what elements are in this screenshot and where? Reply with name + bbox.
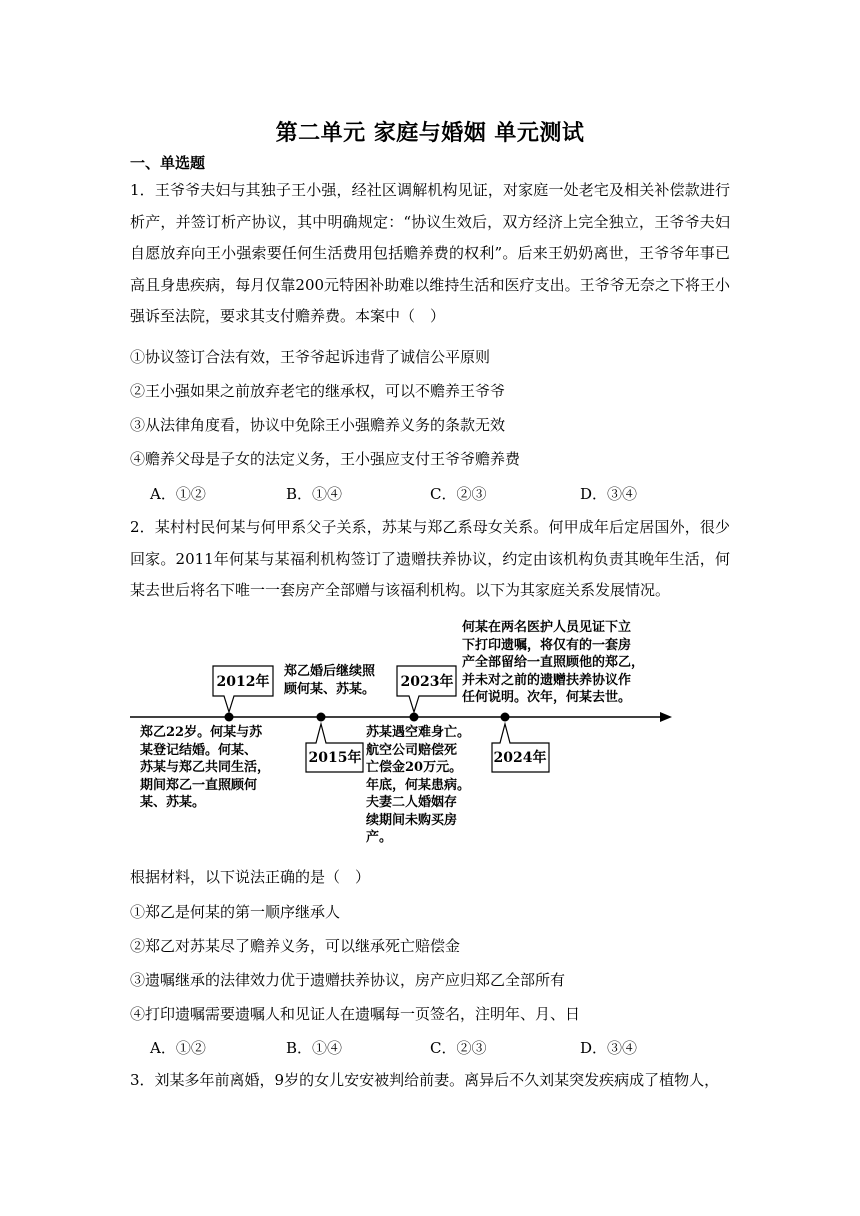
timeline-figure xyxy=(130,618,690,868)
option-d[interactable]: D．③④ xyxy=(580,1039,638,1057)
event-text-2015: 郑乙婚后继续照 顾何某、苏某。 xyxy=(284,664,376,697)
year-2024: 2024年 xyxy=(493,750,547,766)
event-text-2012: 郑乙22岁。何某与苏 某登记结婚。何某、 苏某与郑乙共同生活， 期间郑乙一直照顾何 某、苏某。 xyxy=(140,725,271,810)
option-c[interactable]: C．②③ xyxy=(430,1039,487,1057)
year-2023: 2023年 xyxy=(400,674,454,690)
timeline-arrow xyxy=(660,712,672,722)
dot-2015 xyxy=(317,713,326,722)
question-1-stem: 1．王爷爷夫妇与其独子王小强，经社区调解机构见证，对家庭一处老宅及相关补偿款进行析产，并签订析产协议，其中明确规定：“协议生效后，双方经济上完全独立，王爷爷夫妇自愿放弃向王小强索要任何生活费用包括赡养费的权利”。后来王奶奶离世，王爷爷年事已高且身患疾病，每月仅靠200元特困补助难以维持生活和医疗支出。王爷爷无奈之下将王小强诉至法院，要求其支付赡养费。本案中（ ） xyxy=(130,181,730,325)
option-b[interactable]: B．①④ xyxy=(286,485,343,503)
option-b[interactable]: B．①④ xyxy=(286,1039,343,1057)
option-a[interactable]: A．①② xyxy=(150,485,206,503)
question-3-stem: 3．刘某多年前离婚，9岁的女儿安安被判给前妻。离异后不久刘某突发疾病成了植物人， xyxy=(130,1071,720,1089)
question-1-item-1: ①协议签订合法有效，王爷爷起诉违背了诚信公平原则 xyxy=(130,348,491,366)
question-1-item-3: ③从法律角度看，协议中免除王小强赡养义务的条款无效 xyxy=(130,416,506,434)
question-2-item-2: ②郑乙对苏某尽了赡养义务，可以继承死亡赔偿金 xyxy=(130,937,461,955)
question-2-prompt: 根据材料，以下说法正确的是（ ） xyxy=(130,868,371,886)
question-2-options xyxy=(150,1037,750,1059)
question-1-item-2: ②王小强如果之前放弃老宅的继承权，可以不赡养王爷爷 xyxy=(130,382,506,400)
question-2-item-4: ④打印遗嘱需要遗嘱人和见证人在遗嘱每一页签名，注明年、月、日 xyxy=(130,1005,581,1023)
event-text-2024: 何某在两名医护人员见证下立 下打印遗嘱，将仅有的一套房 产全部留给一直照顾他的郑乙， 并未对之前的遗赠扶养协议作 任何说明。次年，何某去世。 xyxy=(462,620,645,705)
page-title: 第二单元 家庭与婚姻 单元测试 xyxy=(275,120,585,146)
year-2015: 2015年 xyxy=(308,750,362,766)
option-a[interactable]: A．①② xyxy=(150,1039,206,1057)
option-d[interactable]: D．③④ xyxy=(580,485,638,503)
event-text-2023: 苏某遇空难身亡。 航空公司赔偿死 亡偿金20万元。 年底，何某患病。 夫妻二人婚姻存 续期间未购买房 产。 xyxy=(366,725,471,845)
question-2-stem: 2．某村村民何某与何甲系父子关系，苏某与郑乙系母女关系。何甲成年后定居国外，很少回家。2011年何某与某福利机构签订了遗赠扶养协议，约定由该机构负责其晚年生活，何某去世后将名下唯一一套房产全部赠与该福利机构。以下为其家庭关系发展情况。 xyxy=(130,518,730,599)
question-2-item-3: ③遗嘱继承的法律效力优于遗赠扶养协议，房产应归郑乙全部所有 xyxy=(130,971,566,989)
dot-2024 xyxy=(501,713,510,722)
section-heading: 一、单选题 xyxy=(130,154,206,172)
year-2012: 2012年 xyxy=(216,674,270,690)
question-2-item-1: ①郑乙是何某的第一顺序继承人 xyxy=(130,903,341,921)
question-1-options xyxy=(150,483,750,505)
option-c[interactable]: C．②③ xyxy=(430,485,487,503)
question-1-item-4: ④赡养父母是子女的法定义务，王小强应支付王爷爷赡养费 xyxy=(130,450,521,468)
